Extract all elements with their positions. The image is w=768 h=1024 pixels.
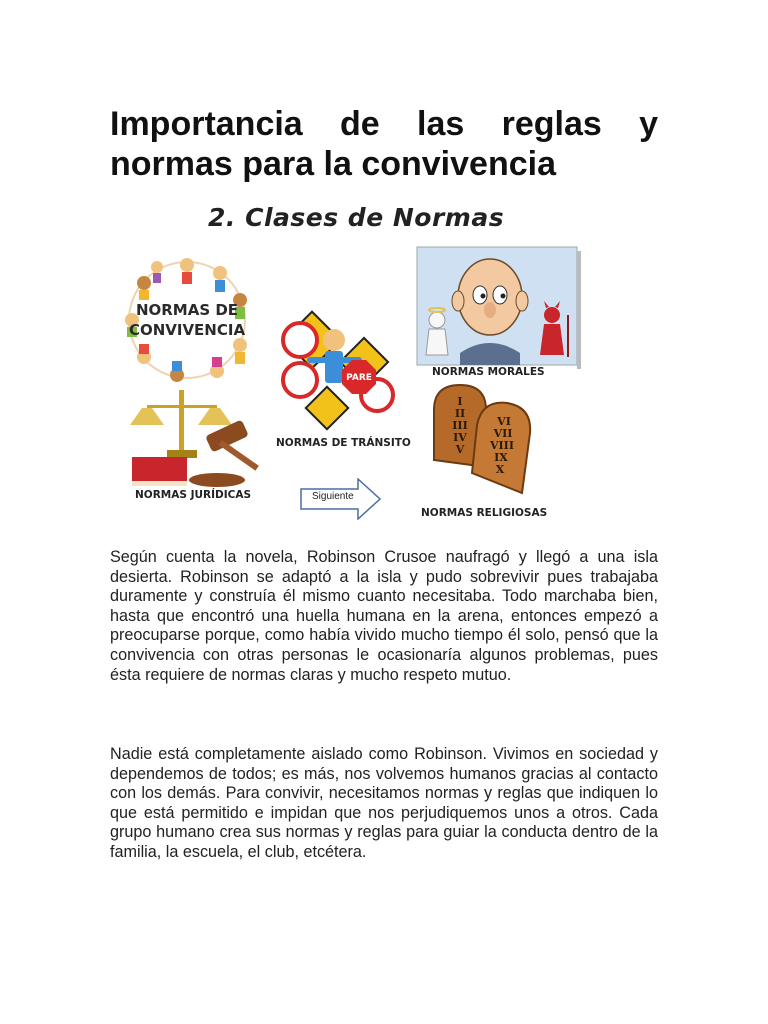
tablet-numeral: IV [453, 431, 467, 444]
gavel-icon [189, 419, 259, 487]
caption-transito: NORMAS DE TRÁNSITO [276, 437, 411, 449]
tablet-numeral: I [457, 395, 463, 408]
pare-label: PARE [346, 373, 372, 383]
tablets-icon [434, 385, 530, 493]
juridicas-illustration [130, 390, 259, 487]
section-subtitle: 2. Clases de Normas [208, 203, 505, 232]
convivencia-illustration [125, 258, 247, 382]
convivencia-label-line2: CONVIVENCIA [128, 321, 246, 339]
caption-juridicas: NORMAS JURÍDICAS [135, 489, 252, 501]
religiosas-illustration [434, 385, 530, 493]
title-line-1: Importancia de las reglas y [110, 105, 658, 143]
transito-illustration [283, 312, 393, 429]
tablet-numeral: VIII [490, 439, 514, 452]
caption-morales: NORMAS MORALES [432, 366, 545, 378]
book-icon [132, 457, 187, 486]
children-ring-icon [125, 258, 247, 382]
paragraph-1: Según cuenta la novela, Robinson Crusoe naufragó y llegó a una isla desierta. Robinson se adaptó a la isla y pudo sobrevivir pues trabajaba duramente y construía él mismo cuanto necesitaba. Todo marchaba bien, hasta que encontró una huella humana en la arena, entonces empezó a preocuparse porque, como había vivido mucho tiempo él solo, pensó que la convivencia con otras personas le ocasionaría algunos problemas, pues ésta requiere de normas claras y mucho respeto mutuo. [110, 548, 658, 684]
tablet-numeral: VII [493, 427, 513, 440]
caption-religiosas: NORMAS RELIGIOSAS [421, 507, 548, 519]
stop-sign-icon [342, 360, 376, 394]
tablet-numeral: VI [497, 415, 511, 428]
page-title [110, 104, 658, 184]
tablet-numeral: II [454, 407, 466, 420]
convivencia-label-line1: NORMAS DE [135, 301, 239, 319]
next-button-label: Siguiente [312, 491, 354, 502]
morales-illustration [417, 247, 581, 369]
tablet-numeral: IX [494, 451, 508, 464]
tablet-numeral: V [455, 443, 465, 456]
tablet-numeral: III [452, 419, 468, 432]
next-button[interactable] [300, 478, 382, 520]
paragraph-2: Nadie está completamente aislado como Robinson. Vivimos en sociedad y dependemos de todos; es más, nos volvemos humanos gracias al contacto con los demás. Para convivir, necesitamos normas y reglas que indiquen lo que está permitido e impidan que nos perjudiquemos unos a otros. Cada grupo humano crea sus normas y reglas para guiar la conducta dentro de la familia, la escuela, el club, etcétera. [110, 745, 658, 861]
title-line-2: normas para la convivencia [110, 145, 556, 183]
tablet-numeral: X [495, 463, 505, 476]
